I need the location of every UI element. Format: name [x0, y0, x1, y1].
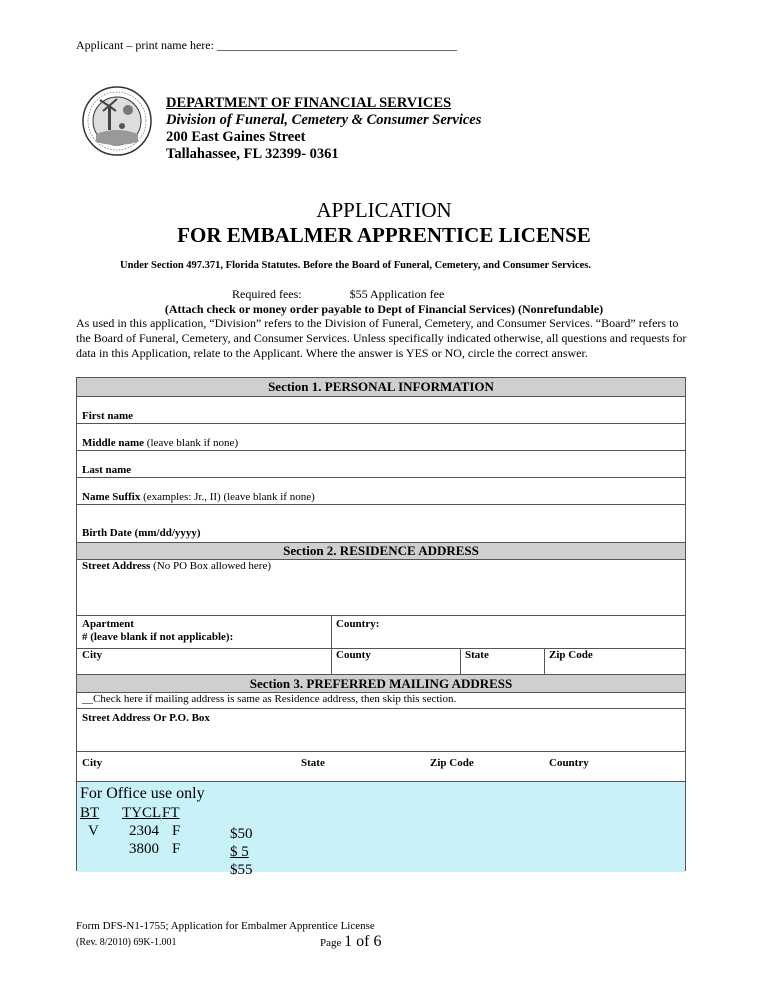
mailing-city-label[interactable]: City — [82, 757, 103, 769]
mailing-street-field[interactable] — [77, 709, 685, 752]
residence-street-field[interactable] — [77, 559, 685, 616]
col-divider — [331, 616, 332, 674]
office-use-title: For Office use only — [80, 785, 205, 802]
section2-header: Section 2. RESIDENCE ADDRESS — [77, 542, 685, 560]
office-v: V — [88, 823, 99, 839]
fees-value: $55 Application fee — [349, 287, 445, 301]
mailing-state-label[interactable]: State — [301, 757, 325, 769]
mailing-street-label: Street Address Or P.O. Box — [82, 712, 210, 724]
residence-street-label: Street Address (No PO Box allowed here) — [82, 560, 272, 572]
residence-city-label[interactable]: City — [82, 649, 103, 661]
department-street: 200 East Gaines Street — [166, 129, 306, 145]
office-tycl-header: TYCL — [122, 805, 162, 821]
mailing-country-label[interactable]: Country — [549, 757, 589, 769]
apartment-note: # (leave blank if not applicable): — [82, 631, 234, 643]
title-line-1: APPLICATION — [316, 198, 452, 222]
last-name-field[interactable] — [77, 451, 685, 478]
department-city: Tallahassee, FL 32399- 0361 — [166, 146, 339, 162]
col-divider — [460, 649, 461, 674]
middle-name-label: Middle name (leave blank if none) — [82, 437, 239, 449]
residence-zip-label[interactable]: Zip Code — [549, 649, 593, 661]
office-ft-header: FT — [162, 805, 180, 821]
office-total: $55 — [230, 862, 253, 878]
footer-page-number: Page 1 of 6 — [320, 933, 382, 950]
last-name-label: Last name — [82, 464, 132, 476]
section3-header: Section 3. PREFERRED MAILING ADDRESS — [77, 674, 685, 693]
office-code-1: 2304 — [129, 823, 159, 839]
florida-seal-icon — [82, 86, 152, 156]
name-suffix-label: Name Suffix (examples: Jr., II) (leave blank if none) — [82, 491, 315, 503]
middle-name-field[interactable] — [77, 424, 685, 451]
office-code-2: 3800 — [129, 841, 159, 857]
apartment-label[interactable]: Apartment — [82, 618, 134, 630]
mailing-city-row — [77, 752, 685, 781]
same-address-note: __Check here if mailing address is same as Residence address, then skip this section. — [82, 693, 457, 705]
department-header — [166, 95, 481, 163]
birth-date-field[interactable] — [77, 505, 685, 542]
birth-date-label: Birth Date (mm/dd/yyyy) — [82, 527, 201, 539]
office-amount-2: $ 5 — [230, 844, 249, 860]
attach-note: (Attach check or money order payable to Dept of Financial Services) (Nonrefundable) — [164, 302, 604, 316]
same-address-checkbox-row[interactable] — [77, 692, 685, 709]
section1-header: Section 1. PERSONAL INFORMATION — [77, 378, 685, 397]
first-name-label: First name — [82, 410, 134, 422]
title-line-2: FOR EMBALMER APPRENTICE LICENSE — [177, 223, 591, 247]
first-name-field[interactable] — [77, 397, 685, 424]
office-ft-1: F — [172, 823, 181, 839]
city-county-row — [77, 649, 685, 674]
office-bt-header: BT — [80, 805, 100, 821]
division-name: Division of Funeral, Cemetery & Consumer Services — [166, 112, 482, 128]
mailing-zip-label[interactable]: Zip Code — [430, 757, 474, 769]
office-ft-2: F — [172, 841, 181, 857]
statute-line: Under Section 497.371, Florida Statutes. Before the Board of Funeral, Cemetery, and Consumer Services. — [120, 260, 591, 271]
applicant-name-line: Applicant – print name here: ________________________________________ — [76, 38, 457, 52]
country-label[interactable]: Country: — [336, 618, 380, 630]
department-name: DEPARTMENT OF FINANCIAL SERVICES — [166, 95, 452, 111]
office-use-box — [77, 781, 685, 878]
footer-form-id: Form DFS-N1-1755; Application for Embalmer Apprentice License — [76, 920, 375, 932]
name-suffix-field[interactable] — [77, 478, 685, 505]
office-amount-1: $50 — [230, 826, 253, 842]
fees-line — [232, 287, 444, 302]
col-divider — [544, 649, 545, 674]
residence-county-label[interactable]: County — [336, 649, 371, 661]
application-form — [76, 377, 686, 878]
footer-revision: (Rev. 8/2010) 69K-1.001 — [76, 937, 177, 948]
residence-state-label[interactable]: State — [465, 649, 489, 661]
intro-paragraph: As used in this application, “Division” refers to the Division of Funeral, Cemetery, and Consumer Services. “Board” refers to the Board of Funeral, Cemetery, and Consumer Services. Unless specifically indicated otherwise, all questions and requests for data in this Application, relate to the Applicant. Where the answer is YES or NO, circle the correct answer. — [76, 316, 687, 360]
fees-label: Required fees: — [232, 287, 302, 301]
apartment-country-row — [77, 616, 685, 649]
